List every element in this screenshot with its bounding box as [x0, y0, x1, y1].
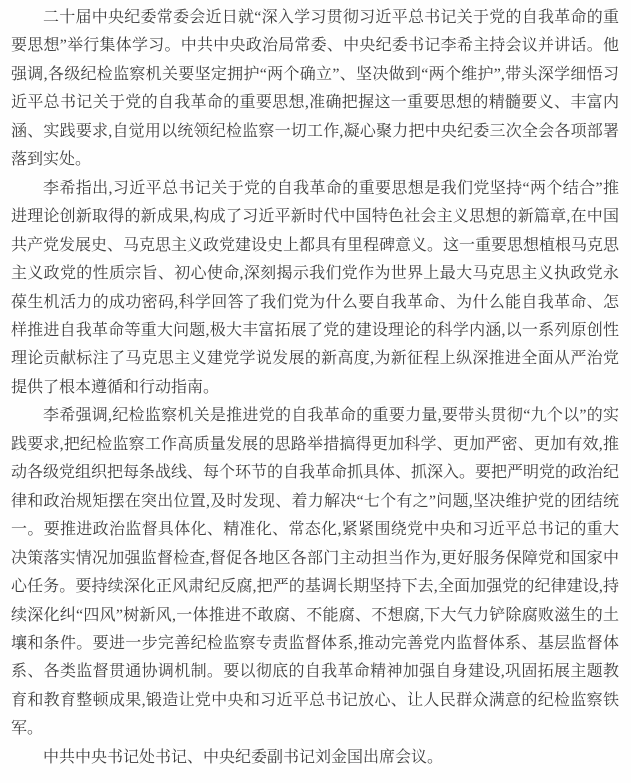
paragraph-attendees: 中共中央书记处书记、中央纪委副书记刘金国出席会议。: [43, 748, 444, 766]
article-body: [11, 4, 619, 772]
paragraph-intro: 二十届中央纪委常委会近日就“深入学习贯彻习近平总书记关于党的自我革命的重要思想”举行集体学习。中共中央政治局常委、中央纪委书记李希主持会议并讲话。他强调,各级纪检监察机关要坚定拥护“两个确立”、坚决做到“两个维护”,带头深学细悟习近平总书记关于党的自我革命的重要思想,准确把握这一重要思想的精髓要义、丰富内涵、实践要求,自觉用以统领纪检监察一切工作,凝心聚力把中央纪委三次全会各项部署落到实处。: [11, 9, 619, 169]
paragraph-lixi-pointed-out: 李希指出,习近平总书记关于党的自我革命的重要思想是我们党坚持“两个结合”推进理论创新取得的新成果,构成了习近平新时代中国特色社会主义思想的新篇章,在中国共产党发展史、马克思主义政党建设史上都具有里程碑意义。这一重要思想植根马克思主义政党的性质宗旨、初心使命,深刻揭示我们党作为世界上最大马克思主义执政党永葆生机活力的成功密码,科学回答了我们党为什么要自我革命、为什么能自我革命、怎样推进自我革命等重大问题,极大丰富拓展了党的建设理论的科学内涵,以一系列原创性理论贡献标注了马克思主义建党学说发展的新高度,为新征程上纵深推进全面从严治党提供了根本遵循和行动指南。: [11, 179, 620, 396]
paragraph-lixi-emphasized: 李希强调,纪检监察机关是推进党的自我革命的重要力量,要带头贯彻“九个以”的实践要求,把纪检监察工作高质量发展的思路举措搞得更加科学、更加严密、更加有效,推动各级党组织把每条战线、每个环节的自我革命抓具体、抓深入。要把严明党的政治纪律和政治规矩摆在突出位置,及时发现、着力解决“七个有之”问题,坚决维护党的团结统一。要推进政治监督具体化、精准化、常态化,紧紧围绕党中央和习近平总书记的重大决策落实情况加强监督检查,督促各地区各部门主动担当作为,更好服务保障党和国家中心任务。要持续深化正风肃纪反腐,把严的基调长期坚持下去,全面加强党的纪律建设,持续深化纠“四风”树新风,一体推进不敢腐、不能腐、不想腐,下大气力铲除腐败滋生的土壤和条件。要进一步完善纪检监察专责监督体系,推动完善党内监督体系、基层监督体系、各类监督贯通协调机制。要以彻底的自我革命精神加强自身建设,巩固拓展主题教育和教育整顿成果,锻造让党中央和习近平总书记放心、让人民群众满意的纪检监察铁军。: [11, 407, 620, 738]
